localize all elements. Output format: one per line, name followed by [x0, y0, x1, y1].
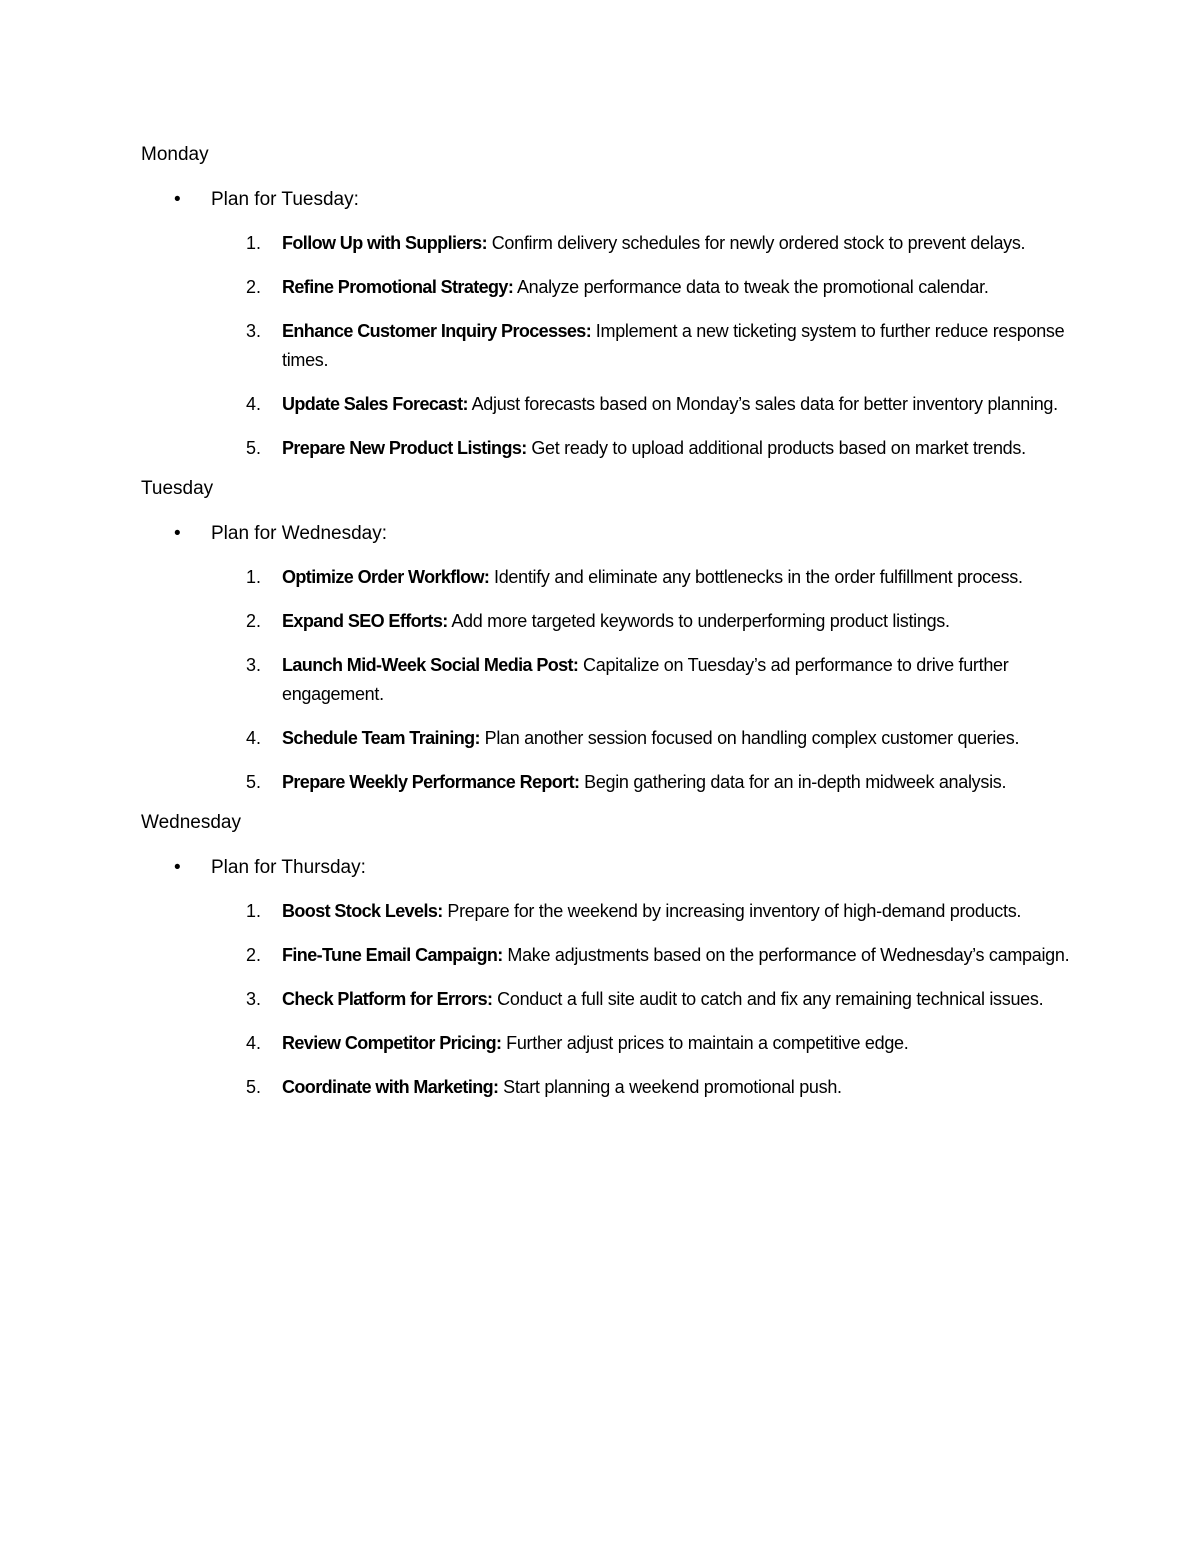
task-item — [141, 768, 1071, 797]
task-number: 5. — [246, 1077, 262, 1097]
task-number: 1. — [246, 233, 262, 253]
plan-bullet-item — [141, 520, 1071, 548]
task-item — [141, 985, 1071, 1014]
task-number: 3. — [246, 655, 262, 675]
task-list — [141, 897, 1071, 1102]
task-item — [141, 897, 1071, 926]
task-description: Further adjust prices to maintain a competitive edge. — [501, 1033, 909, 1053]
task-title: Expand SEO Efforts: — [282, 611, 448, 631]
task-item — [141, 273, 1071, 302]
task-number: 4. — [246, 728, 262, 748]
task-number: 4. — [246, 1033, 262, 1053]
task-description: Prepare for the weekend by increasing inventory of high-demand products. — [442, 901, 1022, 921]
plan-label: Plan for Tuesday: — [211, 189, 359, 210]
task-description: Analyze performance data to tweak the promotional calendar. — [513, 277, 989, 297]
task-item — [141, 563, 1071, 592]
bullet-icon: • — [174, 857, 181, 878]
task-title: Update Sales Forecast: — [282, 394, 468, 414]
task-title: Fine-Tune Email Campaign: — [282, 945, 503, 965]
task-description: Start planning a weekend promotional push. — [498, 1077, 842, 1097]
task-number: 5. — [246, 772, 262, 792]
task-number: 1. — [246, 567, 262, 587]
task-item — [141, 724, 1071, 753]
task-description: Implement a new ticketing system to further reduce response times. — [282, 321, 1065, 370]
task-description: Conduct a full site audit to catch and fix any remaining technical issues. — [492, 989, 1044, 1009]
task-item — [141, 390, 1071, 419]
task-description: Begin gathering data for an in-depth midweek analysis. — [579, 772, 1007, 792]
section-tuesday — [141, 475, 1071, 797]
task-title: Boost Stock Levels: — [282, 901, 443, 921]
task-number: 2. — [246, 945, 262, 965]
task-list — [141, 563, 1071, 797]
task-description: Identify and eliminate any bottlenecks in the order fulfillment process. — [489, 567, 1023, 587]
task-item — [141, 607, 1071, 636]
task-title: Refine Promotional Strategy: — [282, 277, 514, 297]
task-number: 1. — [246, 901, 262, 921]
task-item — [141, 941, 1071, 970]
task-item — [141, 317, 1071, 375]
task-item — [141, 651, 1071, 709]
bullet-icon: • — [174, 189, 181, 210]
task-title: Optimize Order Workflow: — [282, 567, 490, 587]
task-description: Capitalize on Tuesday’s ad performance to drive further engagement. — [282, 655, 1009, 704]
document-content — [141, 141, 1071, 1117]
task-item — [141, 1073, 1071, 1102]
task-title: Follow Up with Suppliers: — [282, 233, 487, 253]
task-title: Coordinate with Marketing: — [282, 1077, 499, 1097]
task-item — [141, 229, 1071, 258]
task-description: Plan another session focused on handling complex customer queries. — [479, 728, 1020, 748]
task-title: Prepare Weekly Performance Report: — [282, 772, 580, 792]
day-heading: Tuesday — [141, 478, 214, 499]
task-number: 3. — [246, 321, 262, 341]
task-number: 4. — [246, 394, 262, 414]
task-title: Prepare New Product Listings: — [282, 438, 527, 458]
task-title: Check Platform for Errors: — [282, 989, 493, 1009]
task-number: 5. — [246, 438, 262, 458]
task-description: Confirm delivery schedules for newly ordered stock to prevent delays. — [487, 233, 1026, 253]
plan-label: Plan for Thursday: — [211, 857, 366, 878]
task-description: Make adjustments based on the performance of Wednesday’s campaign. — [502, 945, 1070, 965]
task-title: Launch Mid-Week Social Media Post: — [282, 655, 579, 675]
plan-label: Plan for Wednesday: — [211, 523, 388, 544]
plan-bullet-item — [141, 186, 1071, 214]
task-description: Get ready to upload additional products based on market trends. — [526, 438, 1026, 458]
bullet-icon: • — [174, 523, 181, 544]
task-title: Enhance Customer Inquiry Processes: — [282, 321, 592, 341]
task-item — [141, 434, 1071, 463]
task-item — [141, 1029, 1071, 1058]
task-description: Adjust forecasts based on Monday’s sales data for better inventory planning. — [467, 394, 1058, 414]
task-number: 2. — [246, 611, 262, 631]
day-heading: Wednesday — [141, 812, 241, 833]
day-heading: Monday — [141, 144, 209, 165]
task-title: Review Competitor Pricing: — [282, 1033, 502, 1053]
task-title: Schedule Team Training: — [282, 728, 480, 748]
section-wednesday — [141, 809, 1071, 1102]
task-number: 3. — [246, 989, 262, 1009]
task-number: 2. — [246, 277, 262, 297]
task-list — [141, 229, 1071, 463]
plan-bullet-item — [141, 854, 1071, 882]
section-monday — [141, 141, 1071, 463]
task-description: Add more targeted keywords to underperforming product listings. — [447, 611, 950, 631]
